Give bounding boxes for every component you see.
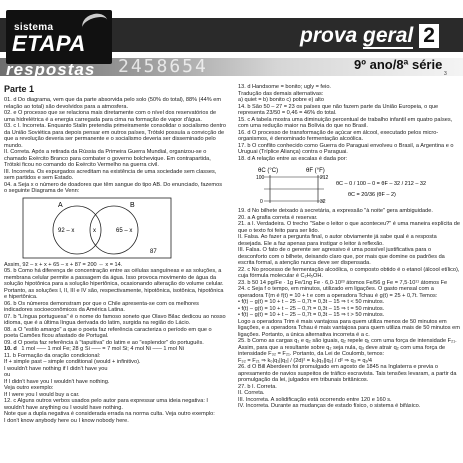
answer-paragraph: 09. d O poeta faz referência à "tapuitiva" do latim e ao "esplendor" do português. <box>4 339 204 346</box>
answer-paragraph: 08. a O "estilo amargo" a que o poeta faz referência caracteriza o período em que o poeta Camões ficou afastado de Portugal. <box>4 326 212 339</box>
answer-paragraph: Note que a dupla negativa é considerada errada na norma culta. Veja outro exemplo: <box>4 411 215 417</box>
answer-paragraph: • f(t) – g(t) = 10 + t – 25 – 0,7t = 0,3t – 15 ⇒ t = 50 minutos. <box>238 305 385 312</box>
logo-sistema-text: sistema <box>14 22 54 33</box>
answer-paragraph: IV. Incorreta. Durante as mudanças de estado físico, o sistema é bifásico. <box>238 403 421 409</box>
grade-level: 9º ano/8ª série <box>354 57 443 72</box>
scale-top-right: 212 <box>320 175 329 181</box>
banner-digits: 2458654 <box>118 56 208 77</box>
answer-paragraph: 22. c No processo de fermentação alcoólica, o composto obtido é o etanol (álcool etílico), cuja fórmula molecular é C₂H₅OH. <box>238 266 460 279</box>
exam-title-prova: prova <box>300 24 358 47</box>
answer-paragraph: 21. a I. Verdadeira. O trecho "Sabe o leitor o que aconteceu?" é uma maneira explícita de que o texto foi feito para ser lido. <box>238 221 460 234</box>
answer-paragraph: 04. a Seja x o número de doadores que têm sangue do tipo AB. Do enunciado, fazemos o seguinte Diagrama de Venn: <box>4 181 222 194</box>
exam-number-badge: 2 <box>419 24 439 48</box>
banner-respostas: respostas <box>6 60 96 79</box>
answer-paragraph: 18. d A relação entre as escalas é dada por: <box>238 155 348 162</box>
answer-paragraph: III. Incorreta. Os expurgados acreditam na existência de uma sociedade sem classes, sem partidos e sem Estado. <box>4 168 217 181</box>
answer-paragraph: 01. d Do diagrama, vem que da parte absorvida pelo solo (50% do total), 88% (44% em relação ao total) são devolvidos para a atmosfera. <box>4 97 222 110</box>
temperature-scale-diagram <box>256 165 426 205</box>
left-answers-b <box>4 262 226 347</box>
answer-paragraph: I wouldn't have nothing if I didn't have you <box>4 365 108 372</box>
etapa-logo <box>6 10 112 64</box>
logo-etapa-text: ETAPA <box>12 31 86 56</box>
right-answers-b <box>238 208 460 410</box>
answer-paragraph: 25. b Como as cargas q₁ e q₂ são iguais, q₂ repele q₁ com uma força de intensidade F₂₁. Assim, para que a resultante sobre q₂ seja nula, q₃ deve atrair q₂ com uma força de intensidade F₃₂ = F₂₁. Portanto, da Lei de Coulomb, temos: <box>238 338 457 357</box>
left-answers-c <box>4 353 226 425</box>
venn-right-region: 65 – x <box>116 227 133 234</box>
answer-paragraph: F₃₂ = F₂₁ ⇒ k₀|q₁||q₂| / (2d)² = k₀|q₃||q₂| / d² ⇒ q₃ = q₁/4 <box>238 357 373 364</box>
answer-paragraph: II. Falsa. Ao fazer a pergunta final, o autor obviamente já sabe qual é a resposta desejada. Ele a faz apenas para instigar o leitor à reflexão. <box>238 234 437 247</box>
answer-paragraph: 06. b Os números demonstram por que o Chile apresenta-se com os melhores indicadores socioeconômicos da América Latina. <box>4 300 199 313</box>
page-number: 3 <box>444 71 447 77</box>
answer-paragraph: Assim, 92 – x + x + 65 – x + 87 = 200 ⇔ x = 14. <box>4 261 123 268</box>
answer-paragraph: 13. d Handsome = bonito; ugly = feio. <box>238 84 331 90</box>
venn-label-b: B <box>130 201 135 209</box>
answer-paragraph: ou <box>4 372 11 378</box>
page-header <box>0 0 463 80</box>
answer-paragraph: If I were you I would buy a car. <box>4 391 80 398</box>
answer-paragraph: 03. c I. Incorreta. Enquanto Stalin pretendia primeiramente consolidar o socialismo dentro da União Soviética para depois pensar em outros países, Trótski possuía a convicção de que a revolução deveria ser permanente e o socialismo deveria ser disseminado pelo mundo. <box>4 123 227 149</box>
left-column <box>4 84 226 424</box>
answer-paragraph: 07. b "Língua portuguesa" é o nome do famoso soneto que Olavo Bilac dedicou ao nosso idioma, que é a última língua derivada do latim, surgida na região do Lácio. <box>4 313 226 326</box>
answer-paragraph: If I didn't have you I wouldn't have nothing. <box>4 378 110 385</box>
answer-paragraph: 27. b I. Correta. <box>238 383 277 390</box>
answer-paragraph: 19. d No bilhete deixado à secretária, a expressão "à noite" gera ambiguidade. <box>238 208 433 214</box>
answer-paragraph: I don't know anybody here ou I know nobody here. <box>4 417 129 424</box>
answer-paragraph: 11. b Formação da oração condicional: <box>4 352 101 359</box>
right-answers-a <box>238 84 460 162</box>
answer-paragraph: • f(t) – g(t) = 10 + t – 25 – 0,7t = 0,3t – 15 ⇒ t < 50 minutos. <box>238 299 385 305</box>
answer-paragraph: Veja outro exemplo: <box>4 385 54 391</box>
answer-paragraph: III. Incorreta. A solidificação está ocorrendo entre 120 e 160 s. <box>238 396 392 403</box>
q10-label: 10. d <box>4 346 17 352</box>
answer-paragraph: a) quiet = b) bonito c) pobre e) alto <box>238 97 324 103</box>
answer-paragraph: 17. b O conflito conhecido como Guerra do Paraguai envolveu o Brasil, a Argentina e o Uruguai (Tríplice Aliança) contra o Paraguai. <box>238 142 454 155</box>
answer-paragraph: 24. c Seja f o tempo, em minutos, utilizado em ligações. O gasto mensal com a operadora T(m é f(t) = 10 + t e com a operadora Tchau é g(t) = 25 + 0,7t. Temos: <box>238 286 438 299</box>
answer-paragraph: 14. b São 50 – 27 = 23 os países que não fazem parte da União Europeia, o que representa 23/50 = 0,46 = 46% do total. <box>238 103 439 116</box>
answer-paragraph: If + simple past – simple conditional (would + infinitivo). <box>4 359 141 365</box>
exam-title-geral: geral <box>363 24 414 47</box>
scale-right-label: θF (°F) <box>306 168 325 174</box>
exam-title <box>300 24 439 48</box>
scale-equation-result: θC = 20/36 (θF – 2) <box>348 192 396 198</box>
answer-paragraph: 23. b 50 14 pg/Fe · 1g Fe/1ng Fe · 6,0·10²³ átomos Fe/56 g Fe = 7,5·10¹¹ átomos Fe <box>238 279 448 286</box>
venn-center: x <box>93 227 96 234</box>
scale-equation: θC – 0 / 100 – 0 = θF – 32 / 212 – 32 <box>336 181 426 187</box>
answer-paragraph: Tradução das demais alternativas: <box>238 90 324 97</box>
section-heading: Parte 1 <box>4 84 35 94</box>
scale-bottom-right: 32 <box>320 199 326 205</box>
left-answers-a <box>4 97 226 195</box>
venn-label-a: A <box>58 201 63 209</box>
answer-paragraph: • f(t) – g(t) = 10 + t – 25 – 0,7t = 0,3t – 15 ⇒ t > 50 minutos. <box>238 312 385 318</box>
q10-formula: 1 mol ––– 1 mol Fe; 28 g Si ––– = 7 mol Si; 4 mol Ni ––– 1 mol Ni <box>21 346 184 352</box>
answer-paragraph: II. Correta. Após a retirada da Rússia da Primeira Guerra Mundial, organizou-se o chamado Exército Branco para combater o governo bolchevique. Em contrapartida, Trótski ficou no comando do Exército Vermelho na guerra civil. <box>4 149 211 168</box>
right-column <box>238 84 460 410</box>
venn-diagram <box>22 197 172 259</box>
answer-paragraph: 20. a A grafia correta é reservar. <box>238 214 318 221</box>
scale-bottom-left: 0 <box>260 199 263 205</box>
answer-paragraph: 02. e O processo que se relaciona mais diretamente com o nível dos reservatórios de uma hidrelétrica é a energia carregada para cima na formação de vapor d'água. <box>4 110 217 123</box>
answer-paragraph: 15. c A tabela mostra uma diminuição percentual de trabalho infantil em quatro países, com uma redução maior na Bolívia do que no Brasil. <box>238 116 453 129</box>
answer-paragraph: 12. c Alguns outros verbos usados pelo autor para expressar uma ideia negativa: I wouldn't have anything ou I would have nothing. <box>4 398 208 411</box>
venn-left-region: 92 – x <box>58 227 75 234</box>
scale-left-label: θC (°C) <box>258 168 279 174</box>
answer-paragraph: II. Correta. <box>238 390 265 396</box>
scale-top-left: 100 <box>256 175 265 181</box>
answer-paragraph: III. Falsa. O fato de o gerente ser agressivo é uma possível justificativa para o desconforto com o bilhete, deixando claro que, por mais que domine os padrões da escrita formal, a atenção nunca deve ser dispensada. <box>238 247 445 266</box>
answer-paragraph: 16. d O processo de transformação de açúcar em álcool, executado pelos micro-organismos, é denominado fermentação alcoólica. <box>238 129 439 142</box>
answer-paragraph: Logo a operadora Trim é mais vantajosa para quem utiliza menos de 50 minutos em ligações, e a operadora Tchau é mais vantajosa para quem utiliza mais de 50 minutos em ligações. Portanto, a única alternativa incorreta é a c. <box>238 318 460 338</box>
venn-outside: 87 <box>150 248 157 255</box>
answer-paragraph: 26. d O Bill Aberdeen foi promulgado em agosto de 1845 na Inglaterra e previa o apresamento de navios suspeitos de tráfico escravista. Tais tensões levaram, a partir da promulgação da lei, julgados em tribunais britânicos. <box>238 364 457 383</box>
answer-paragraph: 05. b Como há diferença de concentração entre as células sanguíneas e as soluções, a membrana celular permite a passagem da água. Isso provoca movimento de água da solução hipotônica para a solução hipertônica, ocasionando alteração do volume celular. Portanto, as soluções I, II, III e IV são, respectivamente, hipotônica, isotônica, hipotônica e hipertônica. <box>4 268 224 300</box>
